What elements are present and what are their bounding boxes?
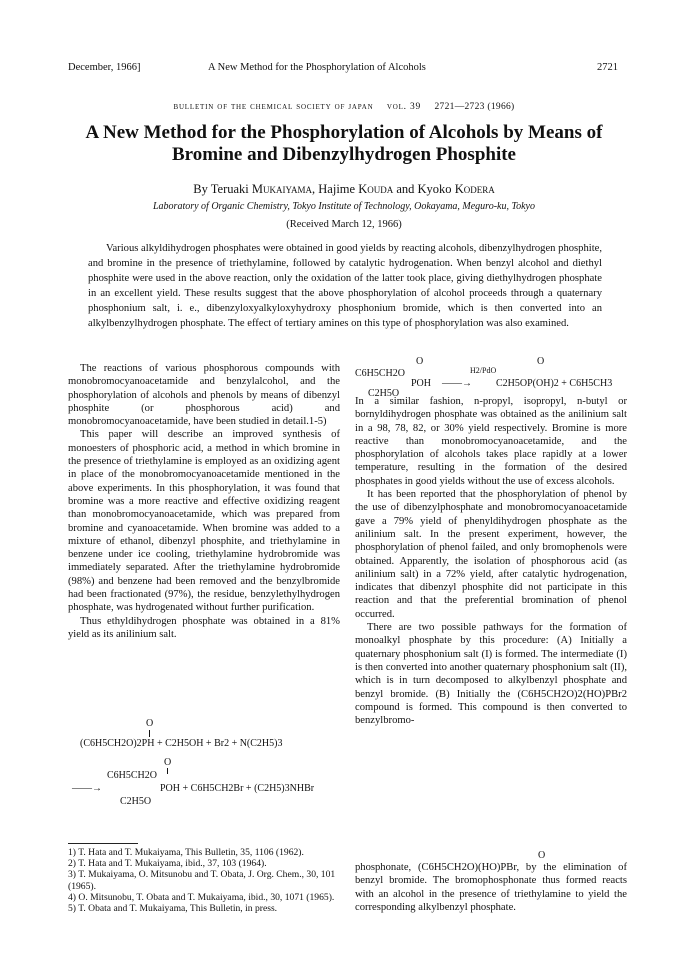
eq1-arrow: ——→ xyxy=(72,783,102,794)
footnote-2: 2) T. Hata and T. Mukaiyama, ibid., 37, 103 (1964). xyxy=(68,858,267,870)
eq1-double-bond xyxy=(149,730,150,737)
by-label: By xyxy=(193,182,208,196)
left-column-text xyxy=(68,362,340,641)
footnote-1: 1) T. Hata and T. Mukaiyama, This Bulletin, 35, 1106 (1962). xyxy=(68,847,304,858)
eq2-arrow: ——→ xyxy=(442,378,472,389)
eq2-condition: H2/PdO xyxy=(470,366,497,375)
paragraph: This paper will describe an improved synthesis of monoesters of phosphoric acid, a method in which bromine in the presence of triethylamine is employed as an oxidizing agent in place of the monobromocyanoacetamide mentioned in the above experiments. In this phosphorylation, it was found that bromine was a more reactive and effective oxidizing reagent than monobromocyanoacetamide, which was prepared from bromine and cyanoacetamide. When bromine was added to a mixture of ethanol, dibenzyl phosphite, and triethylamine in benzene under ice cooling, triethylamine hydrobromide was immediately separated. After the triethylamine hydrobromide (98%) and benzene had been removed and the benzylbromide had been fractionated (97%), the residue, benzylethylhydrogen phosphate, was hydrogenated without further purification. xyxy=(68,429,340,614)
author-2-given: Hajime xyxy=(318,182,356,196)
eq1-oxygen-2: O xyxy=(164,757,172,768)
author-2-family: Kouda xyxy=(358,182,394,196)
paragraph: In a similar fashion, n-propyl, isopropyl, n-butyl or bornyldihydrogen phosphate was obtained as the anilinium salt in a 98, 78, 82, or 30% yield respectively. Bromine is more reactive than monobromocyanoacetamide, and the phosphorylation of alcohols takes place rapidly at a lower temperature, resulting in the formation of the desired phosphates in good yields without the use of excess alcohols. xyxy=(355,396,627,487)
author-3-family: Kodera xyxy=(454,182,495,196)
paragraph: The reactions of various phosphorous compounds with monobromocyanoacetamide and benzylalcohol, and the phosphorylation of alcohols and phenols by means of dibenzyl phosphite (or phosphorous acid) and monobromocyanoacetamide, have been studied in detail.1-5) xyxy=(68,363,340,428)
eq1-products: POH + C6H5CH2Br + (C2H5)3NHBr xyxy=(160,783,315,794)
footnote-rule xyxy=(68,843,138,844)
and-label: and xyxy=(396,182,415,196)
journal-pages: 2721—2723 (1966) xyxy=(434,102,515,112)
paragraph: There are two possible pathways for the formation of monoalkyl phosphate by this procedure: (A) Initially a quaternary phosphonium salt (I) is formed. The intermediate (I) is then converted into another quaternary phosphonium salt (II), which is in turn decomposed to alkylbenzyl phosphate and benzyl bromide. (B) Initially the (C6H5CH2O)2(HO)PBr2 compound is formed. This compound is then converted to benzylbromo- xyxy=(355,622,627,727)
affiliation: Laboratory of Organic Chemistry, Tokyo Institute of Technology, Ookayama, Meguro-ku, Tokyo xyxy=(152,201,535,212)
journal-volume: vol. 39 xyxy=(386,102,422,112)
page-number: 2721 xyxy=(597,62,618,73)
eq2-substituent-1: C6H5CH2O xyxy=(355,368,406,379)
footnote-5: 5) T. Obata and T. Mukaiyama, This Bulletin, in press. xyxy=(68,903,278,915)
eq2-substituent-2: C2H5O xyxy=(368,388,400,399)
running-head-left: December, 1966] xyxy=(68,62,141,73)
footnote-3: 3) T. Mukaiyama, O. Mitsunobu and T. Obata, J. Org. Chem., 30, 101 (1965). xyxy=(68,869,336,892)
eq2-oxygen-2: O xyxy=(537,356,545,367)
footnotes xyxy=(68,847,340,914)
author-3-given: Kyoko xyxy=(417,182,452,196)
right-column-continuation: phosphonate, (C6H5CH2O)(HO)PBr, by the elimination of benzyl bromide. The bromophosphonate thus formed reacts with an alcohol in the presence of triethylamine to yield the corresponding alkylbenzyl phosphate. xyxy=(355,862,627,913)
footnote-4: 4) O. Mitsunobu, T. Obata and T. Mukaiyama, ibid., 30, 1071 (1965). xyxy=(68,891,335,903)
eq1-oxygen: O xyxy=(146,718,154,729)
bromophosphonate-oxygen: O xyxy=(538,850,546,861)
eq2-oxygen: O xyxy=(416,356,424,367)
journal-line xyxy=(0,102,688,112)
running-head-center: A New Method for the Phosphorylation of Alcohols xyxy=(208,62,426,73)
author-1-family: Mukaiyama xyxy=(251,182,313,196)
eq1-reactants: (C6H5CH2O)2PH + C2H5OH + Br2 + N(C2H5)3 xyxy=(80,738,283,749)
right-column-text xyxy=(355,395,627,727)
eq2-center: POH xyxy=(411,378,432,389)
eq1-substituent-1: C6H5CH2O xyxy=(107,770,158,781)
received-date: (Received March 12, 1966) xyxy=(286,219,402,230)
paragraph: It has been reported that the phosphorylation of phenol by the use of dibenzylphosphate and monobromocyanoacetamide gave a 79% yield of phenyldihydrogen phosphate as the anilinium salt. In the present experiment, however, the phosphorylation of phenol failed, and only bromophenols were obtained. Apparently, the isolation of phosphorous acid (as anilinium salt) in a 72% yield, after catalytic hydrogenation, indicates that dibenzyl phosphite did not participate in this reaction and that the preferential bromination of phenol occurred. xyxy=(355,489,627,620)
eq2-products: C2H5OP(OH)2 + C6H5CH3 xyxy=(496,378,613,389)
abstract: Various alkyldihydrogen phosphates were obtained in good yields by reacting alcohols, dibenzylhydrogen phosphite, and bromine in the presence of triethylamine, followed by catalytic hydrogenation. When benzyl alcohol and diethyl phosphite were used in the above reaction, only the oxidation of the latter took place, giving diethylhydrogen phosphate in an excellent yield. These results suggest that the above phosphorylation of alcohol proceeds through a quaternary phosphonium salt, i. e., dibenzyloxyalkyloxyhydroxy phosphonium bromide, which is then converted into an alkylbenzylhydrogen phosphate. The effect of tertiary amines on this type of phosphorylation was also examined. xyxy=(88,243,602,330)
eq1-double-bond-2 xyxy=(167,768,168,774)
author-line: By Teruaki Mukaiyama, Hajime Kouda and Kyoko Kodera xyxy=(193,182,495,196)
author-1-given: Teruaki xyxy=(210,182,249,196)
article-title: A New Method for the Phosphorylation of Alcohols by Means of Bromine and Dibenzylhydrogen Phosphite xyxy=(85,122,603,165)
paragraph: Thus ethyldihydrogen phosphate was obtained in a 81% yield as its anilinium salt. xyxy=(68,615,340,640)
eq1-substituent-2: C2H5O xyxy=(120,796,152,807)
journal-name: bulletin of the chemical society of japan xyxy=(173,102,374,112)
